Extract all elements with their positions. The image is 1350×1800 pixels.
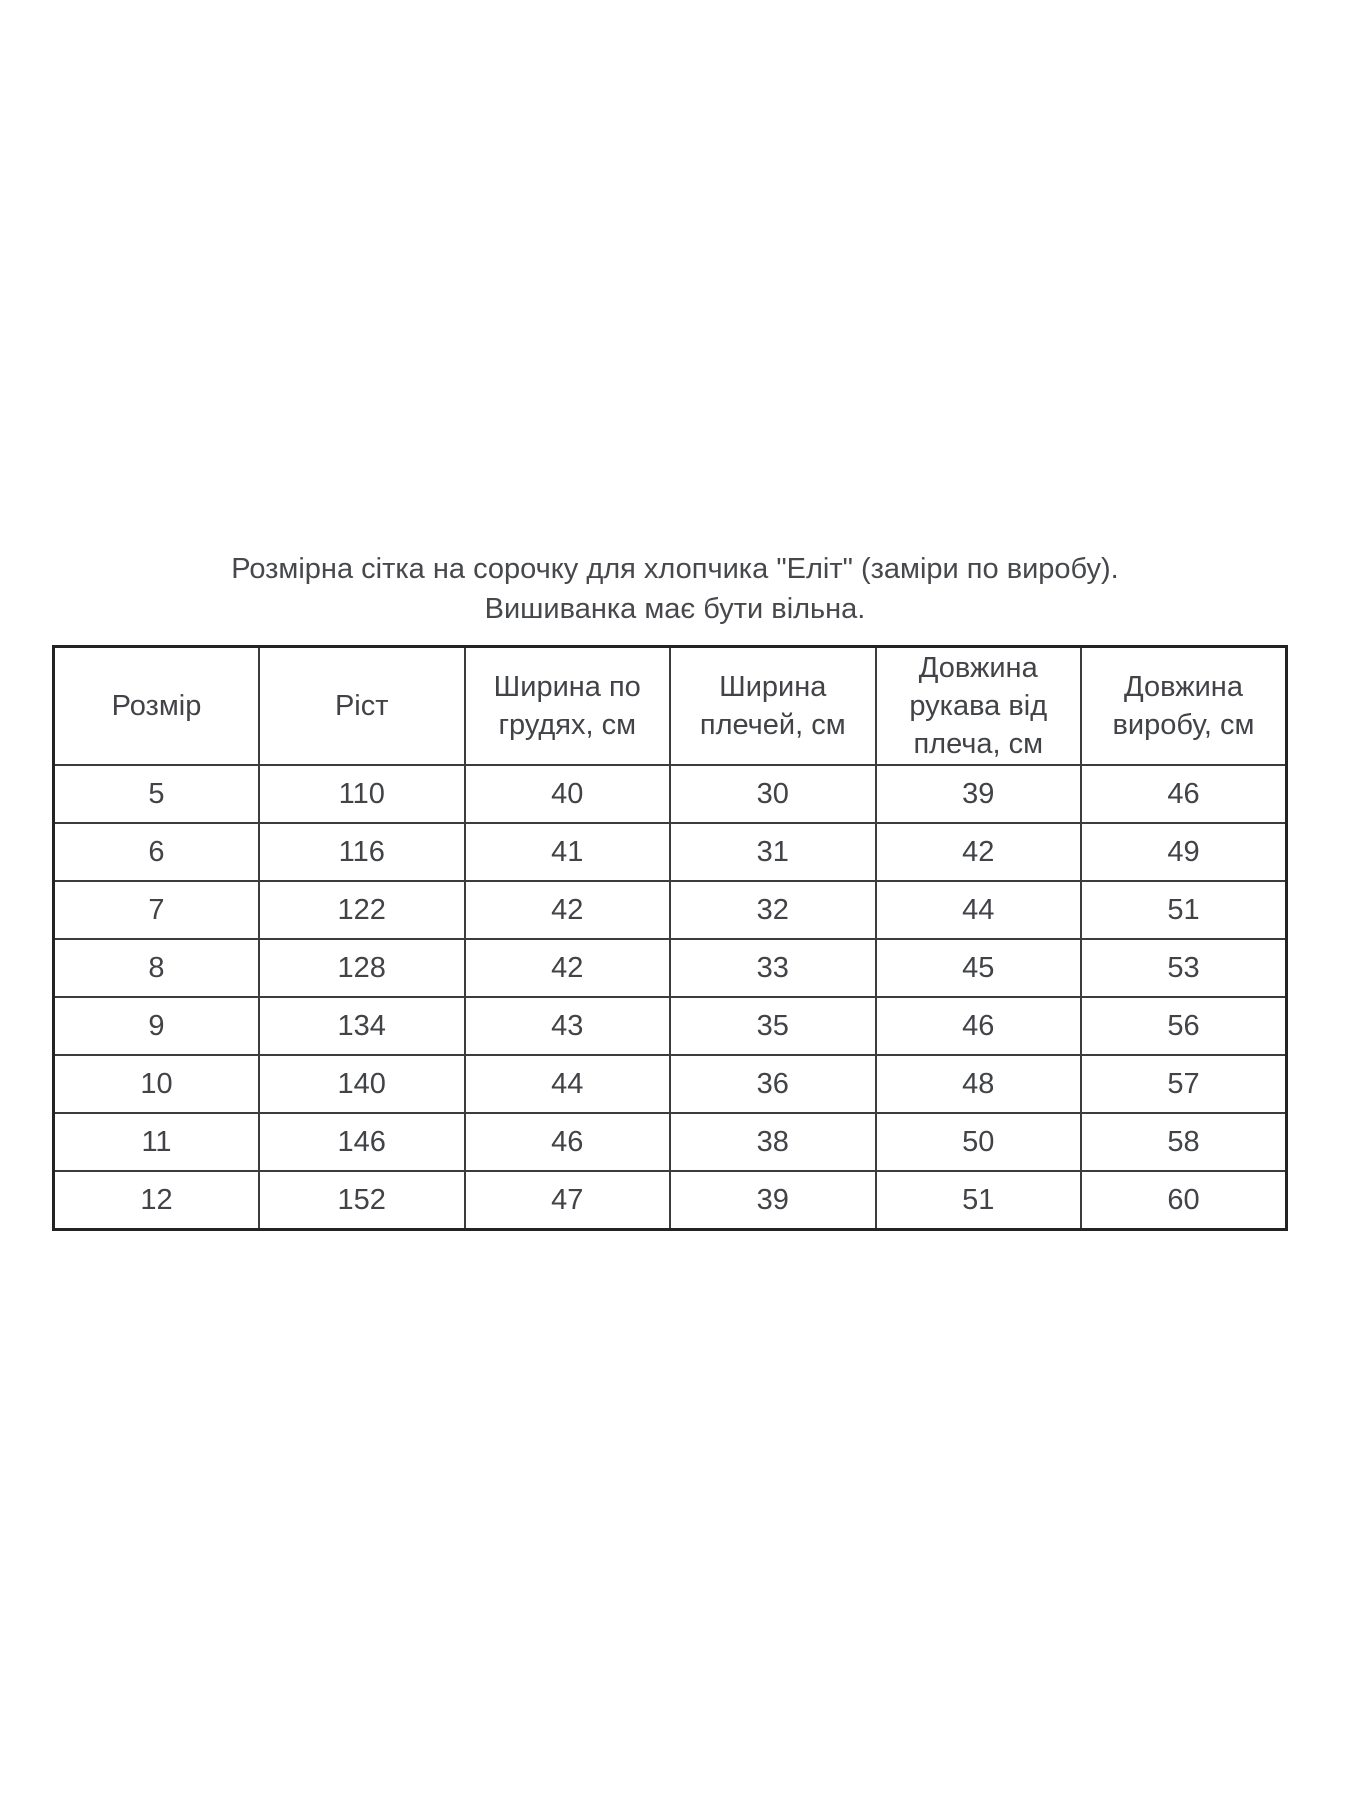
column-header: Розмір — [54, 647, 260, 766]
table-cell: 110 — [259, 765, 465, 823]
size-chart-table — [52, 645, 1288, 1231]
column-header: Ширина плечей, см — [670, 647, 876, 766]
table-cell: 53 — [1081, 939, 1287, 997]
table-cell: 30 — [670, 765, 876, 823]
table-cell: 41 — [465, 823, 671, 881]
table-cell: 5 — [54, 765, 260, 823]
table-cell: 46 — [876, 997, 1082, 1055]
table-row — [54, 1171, 1287, 1230]
table-cell: 31 — [670, 823, 876, 881]
table-cell: 32 — [670, 881, 876, 939]
table-cell: 146 — [259, 1113, 465, 1171]
table-cell: 42 — [465, 939, 671, 997]
table-cell: 57 — [1081, 1055, 1287, 1113]
column-header: Ріст — [259, 647, 465, 766]
column-header: Довжина виробу, см — [1081, 647, 1287, 766]
table-cell: 44 — [465, 1055, 671, 1113]
column-header: Довжина рукава від плеча, см — [876, 647, 1082, 766]
table-cell: 51 — [876, 1171, 1082, 1230]
table-cell: 9 — [54, 997, 260, 1055]
column-header: Ширина по грудях, см — [465, 647, 671, 766]
table-cell: 140 — [259, 1055, 465, 1113]
table-cell: 51 — [1081, 881, 1287, 939]
page-title-line-1: Розмірна сітка на сорочку для хлопчика "Еліт" (заміри по виробу). — [231, 553, 1119, 585]
table-cell: 44 — [876, 881, 1082, 939]
table-row — [54, 939, 1287, 997]
table-cell: 50 — [876, 1113, 1082, 1171]
table-cell: 39 — [876, 765, 1082, 823]
table-cell: 10 — [54, 1055, 260, 1113]
table-cell: 12 — [54, 1171, 260, 1230]
table-row — [54, 823, 1287, 881]
table-cell: 42 — [876, 823, 1082, 881]
table-cell: 58 — [1081, 1113, 1287, 1171]
table-cell: 33 — [670, 939, 876, 997]
page-title-line-2: Вишиванка має бути вільна. — [484, 593, 866, 625]
table-cell: 152 — [259, 1171, 465, 1230]
table-cell: 46 — [1081, 765, 1287, 823]
table-cell: 39 — [670, 1171, 876, 1230]
table-cell: 60 — [1081, 1171, 1287, 1230]
table-cell: 11 — [54, 1113, 260, 1171]
table-row — [54, 881, 1287, 939]
page-title — [0, 0, 1350, 629]
table-cell: 35 — [670, 997, 876, 1055]
table-body — [54, 765, 1287, 1230]
table-row — [54, 765, 1287, 823]
table-cell: 122 — [259, 881, 465, 939]
table-cell: 8 — [54, 939, 260, 997]
table-cell: 116 — [259, 823, 465, 881]
table-cell: 43 — [465, 997, 671, 1055]
table-cell: 49 — [1081, 823, 1287, 881]
table-cell: 47 — [465, 1171, 671, 1230]
table-row — [54, 997, 1287, 1055]
table-cell: 42 — [465, 881, 671, 939]
table-row — [54, 1113, 1287, 1171]
table-cell: 38 — [670, 1113, 876, 1171]
table-cell: 46 — [465, 1113, 671, 1171]
table-cell: 45 — [876, 939, 1082, 997]
table-cell: 56 — [1081, 997, 1287, 1055]
table-cell: 40 — [465, 765, 671, 823]
table-cell: 6 — [54, 823, 260, 881]
table-cell: 7 — [54, 881, 260, 939]
table-row — [54, 1055, 1287, 1113]
table-cell: 36 — [670, 1055, 876, 1113]
header-row — [54, 647, 1287, 766]
table-cell: 128 — [259, 939, 465, 997]
table-cell: 48 — [876, 1055, 1082, 1113]
table-cell: 134 — [259, 997, 465, 1055]
